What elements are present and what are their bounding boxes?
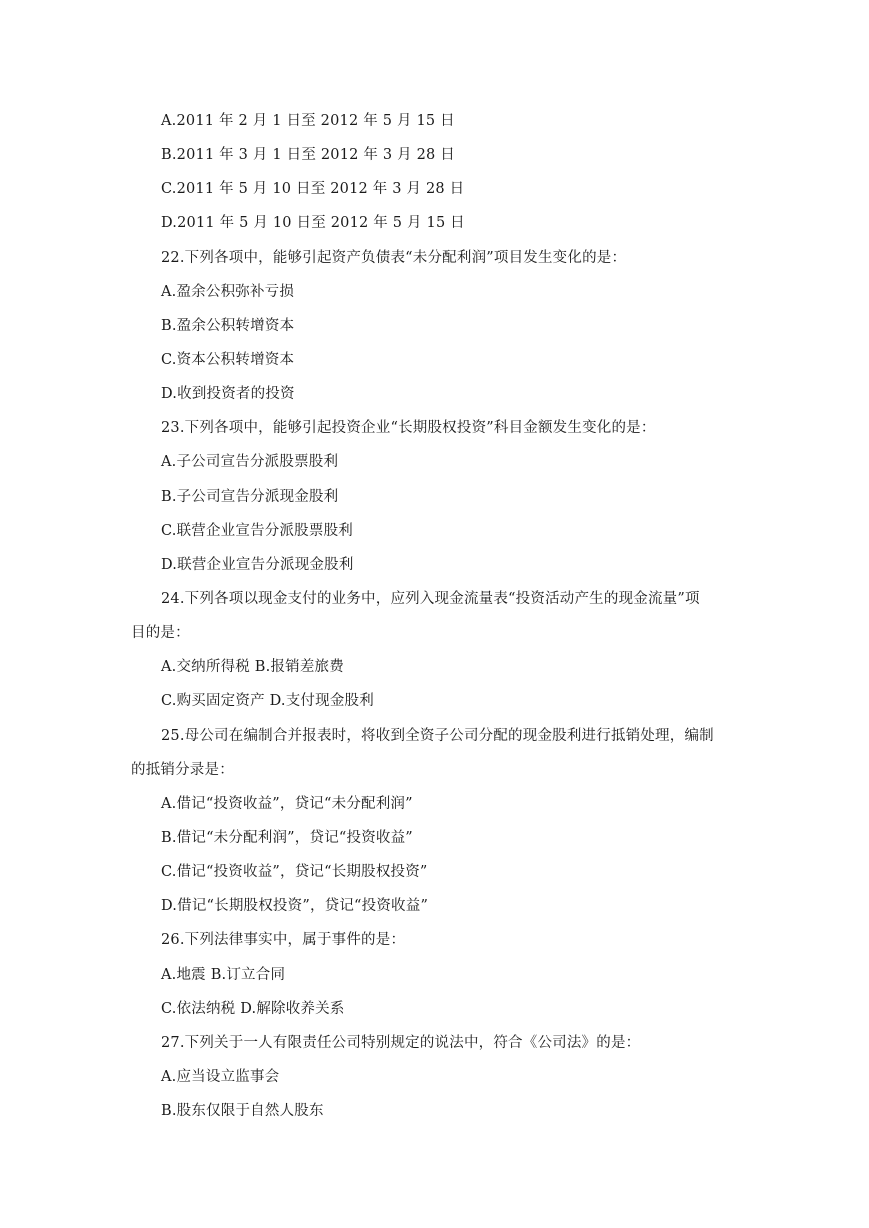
option-23-c: C.联营企业宣告分派股票股利	[161, 522, 353, 539]
question-25: 25.母公司在编制合并报表时，将收到全资子公司分配的现金股利进行抵销处理，编制	[161, 727, 714, 744]
option-25-b: B.借记“未分配利润”，贷记“投资收益”	[161, 829, 413, 846]
question-26: 26.下列法律事实中，属于事件的是：	[161, 932, 406, 949]
options-26-c-d: C.依法纳税 D.解除收养关系	[161, 1000, 345, 1017]
option-21-a: A.2011 年 2 月 1 日至 2012 年 5 月 15 日	[161, 113, 455, 129]
option-23-b: B.子公司宣告分派现金股利	[161, 488, 339, 505]
question-24-continued: 目的是：	[131, 625, 190, 642]
question-22: 22.下列各项中，能够引起资产负债表“未分配利润”项目发生变化的是：	[161, 249, 627, 266]
option-25-d: D.借记“长期股权投资”，贷记“投资收益”	[161, 898, 429, 915]
option-27-b: B.股东仅限于自然人股东	[161, 1103, 324, 1120]
question-24: 24.下列各项以现金支付的业务中，应列入现金流量表“投资活动产生的现金流量”项	[161, 590, 700, 607]
option-22-b: B.盈余公积转增资本	[161, 317, 295, 334]
question-25-continued: 的抵销分录是：	[131, 761, 234, 778]
option-22-c: C.资本公积转增资本	[161, 351, 295, 368]
option-23-d: D.联营企业宣告分派现金股利	[161, 556, 354, 573]
option-27-a: A.应当设立监事会	[161, 1068, 280, 1085]
option-25-a: A.借记“投资收益”，贷记“未分配利润”	[161, 795, 413, 812]
question-23: 23.下列各项中，能够引起投资企业“长期股权投资”科目金额发生变化的是：	[161, 420, 656, 437]
options-24-a-b: A.交纳所得税 B.报销差旅费	[161, 659, 344, 676]
question-27: 27.下列关于一人有限责任公司特别规定的说法中，符合《公司法》的是：	[161, 1034, 641, 1051]
exam-question-list	[0, 104, 869, 1128]
options-26-a-b: A.地震 B.订立合同	[161, 966, 286, 983]
option-21-d: D.2011 年 5 月 10 日至 2012 年 5 月 15 日	[161, 215, 465, 232]
option-22-a: A.盈余公积弥补亏损	[161, 283, 295, 300]
option-22-d: D.收到投资者的投资	[161, 386, 295, 403]
option-21-c: C.2011 年 5 月 10 日至 2012 年 3 月 28 日	[161, 181, 465, 198]
option-23-a: A.子公司宣告分派股票股利	[161, 454, 339, 471]
option-25-c: C.借记“投资收益”，贷记“长期股权投资”	[161, 864, 428, 881]
option-21-b: B.2011 年 3 月 1 日至 2012 年 3 月 28 日	[161, 147, 455, 164]
options-24-c-d: C.购买固定资产 D.支付现金股利	[161, 693, 374, 710]
